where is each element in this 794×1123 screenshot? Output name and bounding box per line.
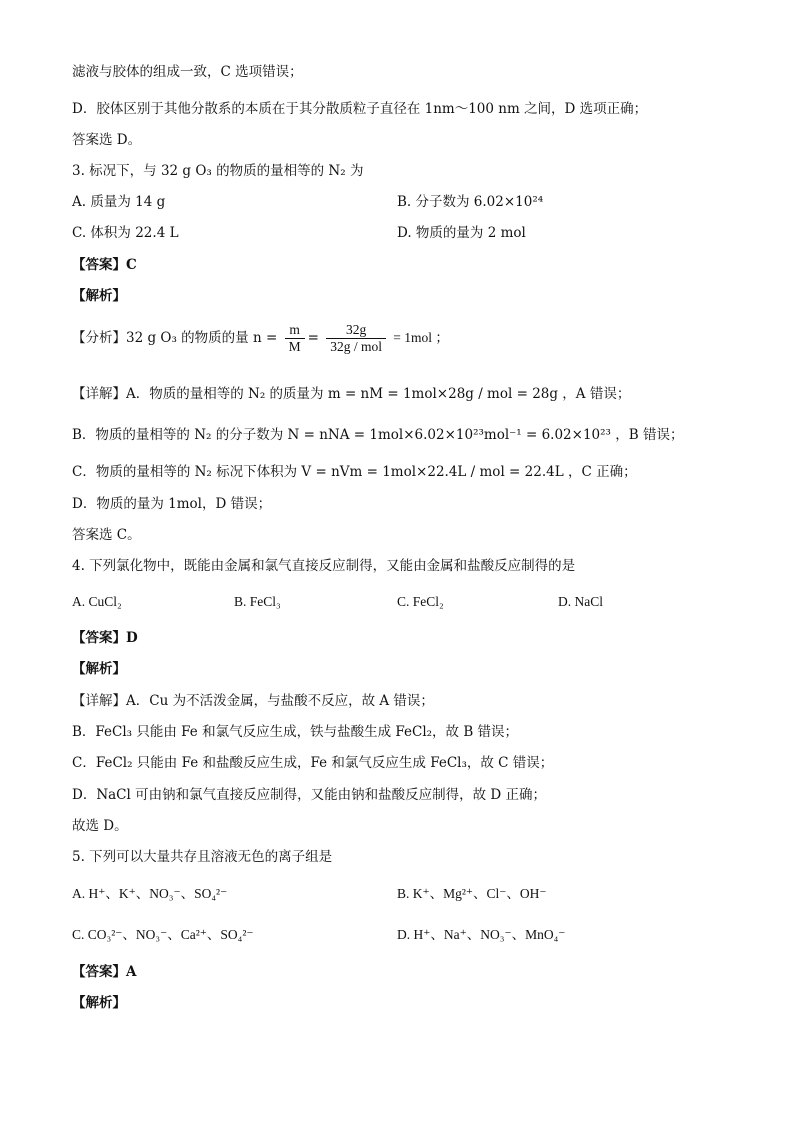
question-3-stem: 3. 标况下，与 32 g O₃ 的物质的量相等的 N₂ 为	[72, 163, 364, 179]
fraction-numerator: m	[285, 322, 305, 339]
question-3-options-row-1	[72, 192, 732, 212]
option-a: A. CuCl₂	[72, 594, 122, 609]
option-d: D. H⁺、Na⁺、NO₃⁻、MnO₄⁻	[397, 927, 566, 942]
text-line: 【详解】A．物质的量相等的 N₂ 的质量为 m = nM = 1mol×28g / mol = 28g ，A 错误；	[72, 386, 631, 402]
question-5-options-row-1	[72, 884, 732, 904]
text-line: C．FeCl₂ 只能由 Fe 和盐酸反应生成，Fe 和氯气反应生成 FeCl₃，故 C 错误；	[72, 755, 554, 771]
analysis-formula-line: 【分析】32 g O₃ 的物质的量 n = $\frac{m}{M}$ = $\frac{32g}{\text{32g / mol}}$ = 1mol ；	[72, 322, 449, 354]
text-line: D．NaCl 可由钠和氯气直接反应制得，又能由钠和盐酸反应制得，故 D 正确；	[72, 787, 547, 803]
fraction-denominator: 32g / mol	[330, 339, 382, 354]
text-line: 滤液与胶体的组成一致，C 选项错误；	[72, 64, 303, 80]
question-3-options-row-2	[72, 223, 732, 243]
option-c: C. CO₃²⁻、NO₃⁻、Ca²⁺、SO₄²⁻	[72, 927, 254, 942]
text-line: D．物质的量为 1mol，D 错误；	[72, 496, 272, 512]
question-5-stem: 5. 下列可以大量共存且溶液无色的离子组是	[72, 849, 333, 865]
option-b: B. K⁺、Mg²⁺、Cl⁻、OH⁻	[397, 886, 547, 901]
text-line: 【详解】A．Cu 为不活泼金属，与盐酸不反应，故 A 错误；	[72, 693, 434, 709]
option-b: B. 分子数为 6.02×10²⁴	[397, 194, 544, 210]
text-line: D．胶体区别于其他分散系的本质在于其分散质粒子直径在 1nm～100 nm 之间，D 选项正确；	[72, 101, 648, 117]
analysis-label: 【解析】	[72, 661, 126, 677]
formula-prefix: 【分析】32 g O₃ 的物质的量 n =	[72, 330, 278, 346]
option-d: D. 物质的量为 2 mol	[397, 225, 526, 241]
text-line: B．FeCl₃ 只能由 Fe 和氯气反应生成，铁与盐酸生成 FeCl₂，故 B 错误；	[72, 724, 519, 740]
option-a: A. 质量为 14 g	[72, 194, 166, 210]
text-line: B．物质的量相等的 N₂ 的分子数为 N = nNA = 1mol×6.02×10²³mol⁻¹ = 6.02×10²³ ，B 错误；	[72, 427, 684, 443]
question-4-options-row	[72, 592, 732, 612]
fraction-m-over-M	[285, 322, 305, 355]
answer-label: 【答案】C	[72, 257, 137, 273]
text-line: 答案选 C。	[72, 527, 141, 543]
question-4-stem: 4. 下列氯化物中，既能由金属和氯气直接反应制得，又能由金属和盐酸反应制得的是	[72, 558, 576, 574]
option-c: C. FeCl₂	[397, 594, 444, 609]
option-d: D. NaCl	[558, 594, 603, 609]
fraction-mass-over-molar	[326, 322, 386, 355]
analysis-label: 【解析】	[72, 288, 126, 304]
answer-label: 【答案】D	[72, 630, 138, 646]
question-5-options-row-2	[72, 925, 732, 945]
option-a: A. H⁺、K⁺、NO₃⁻、SO₄²⁻	[72, 886, 228, 901]
fraction-numerator: 32g	[326, 322, 386, 339]
fraction-denominator: M	[288, 339, 301, 354]
analysis-label: 【解析】	[72, 995, 126, 1011]
answer-label: 【答案】A	[72, 964, 137, 980]
option-b: B. FeCl₃	[234, 594, 281, 609]
option-c: C. 体积为 22.4 L	[72, 225, 179, 241]
text-line: 故选 D。	[72, 818, 128, 834]
formula-result: = 1mol ；	[393, 330, 449, 345]
text-line: 答案选 D。	[72, 132, 142, 148]
text-line: C．物质的量相等的 N₂ 标况下体积为 V = nVm = 1mol×22.4L / mol = 22.4L ，C 正确；	[72, 464, 637, 480]
